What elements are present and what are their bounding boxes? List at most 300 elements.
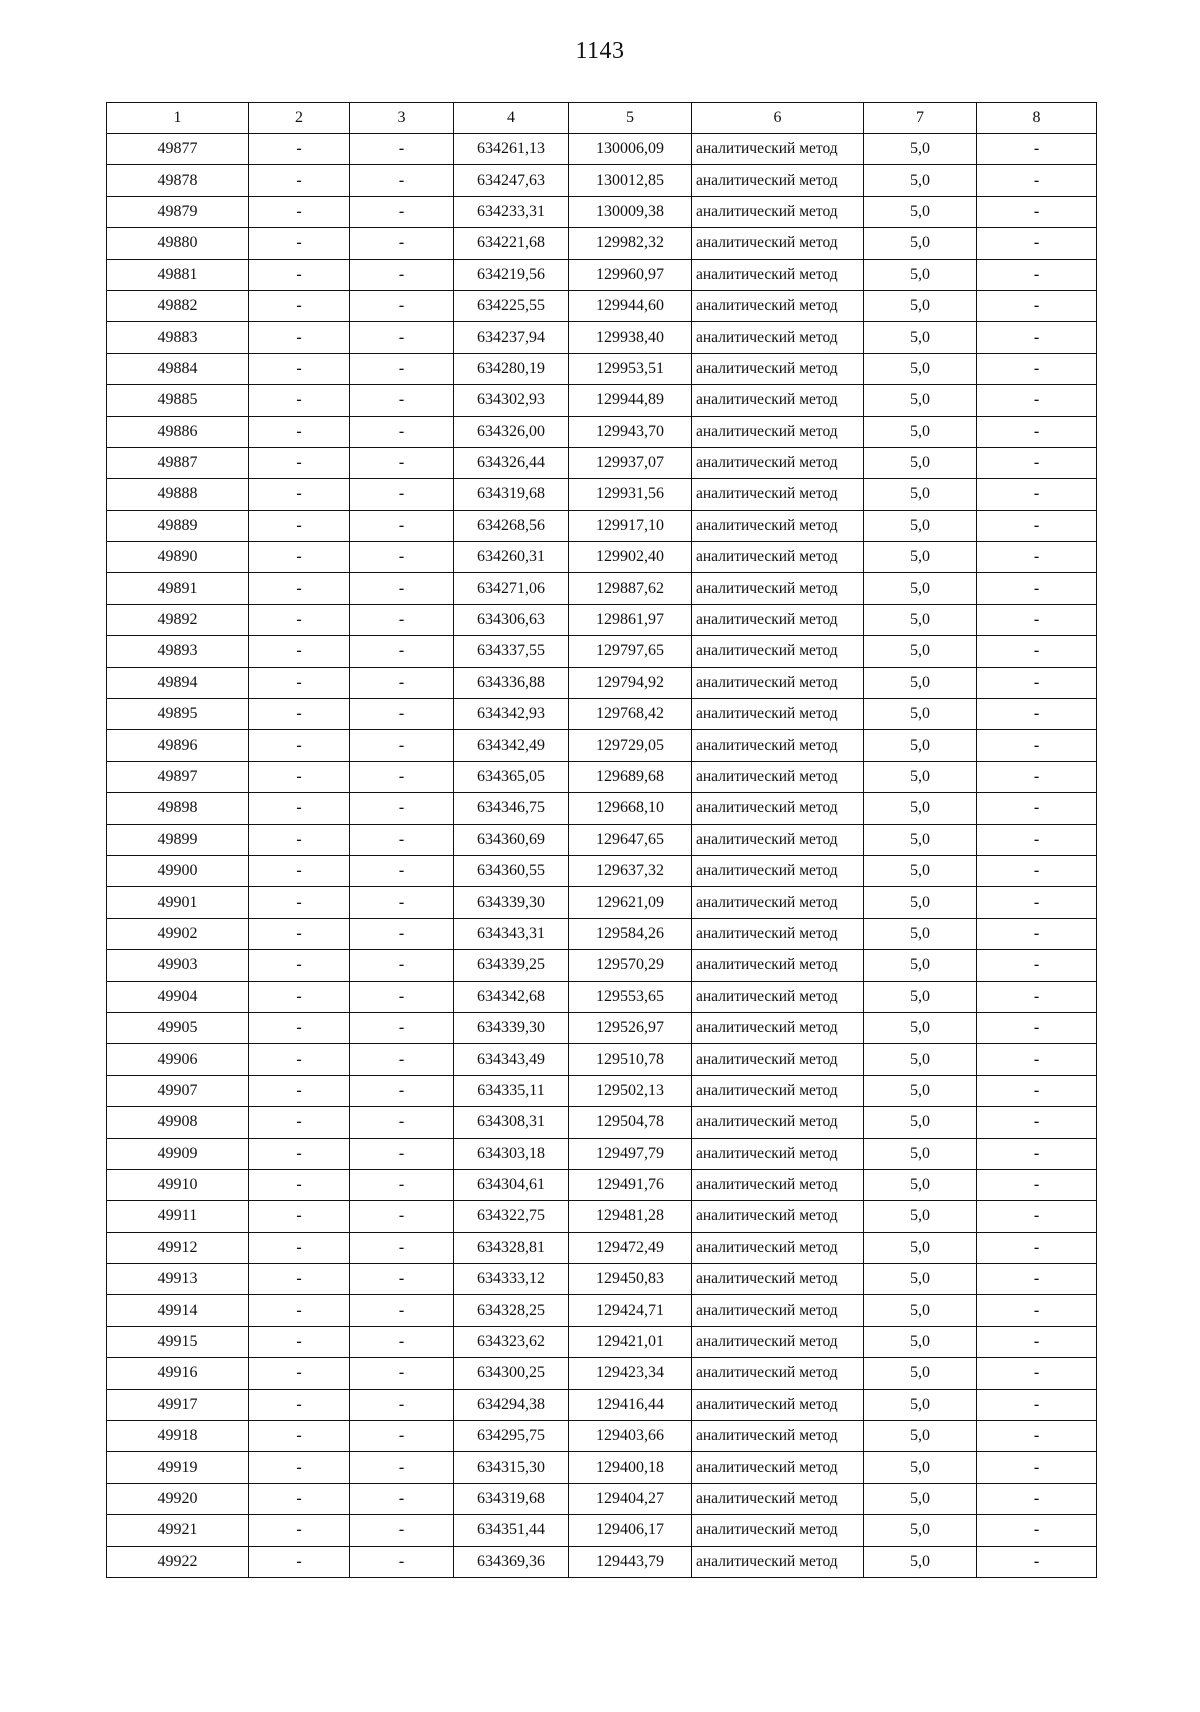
accuracy-cell: 5,0 (864, 1232, 977, 1263)
column-3-cell: - (350, 1452, 454, 1483)
method-cell: аналитический метод (692, 1389, 864, 1420)
table-header-row (107, 103, 1097, 134)
point-number-cell: 49878 (107, 165, 249, 196)
column-2-cell: - (249, 730, 350, 761)
column-8-cell: - (977, 573, 1097, 604)
x-coordinate-cell: 634261,13 (454, 134, 569, 165)
column-8-cell: - (977, 1452, 1097, 1483)
x-coordinate-cell: 634335,11 (454, 1075, 569, 1106)
accuracy-cell: 5,0 (864, 1169, 977, 1200)
column-2-cell: - (249, 165, 350, 196)
accuracy-cell: 5,0 (864, 1075, 977, 1106)
x-coordinate-cell: 634351,44 (454, 1515, 569, 1546)
table-row (107, 1295, 1097, 1326)
column-2-cell: - (249, 479, 350, 510)
y-coordinate-cell: 129481,28 (569, 1201, 692, 1232)
y-coordinate-cell: 129797,65 (569, 636, 692, 667)
y-coordinate-cell: 129768,42 (569, 699, 692, 730)
y-coordinate-cell: 129423,34 (569, 1358, 692, 1389)
column-3-cell: - (350, 416, 454, 447)
x-coordinate-cell: 634326,44 (454, 447, 569, 478)
table-row (107, 1326, 1097, 1357)
column-2-cell: - (249, 1515, 350, 1546)
y-coordinate-cell: 129421,01 (569, 1326, 692, 1357)
column-8-cell: - (977, 950, 1097, 981)
table-row (107, 1452, 1097, 1483)
column-8-cell: - (977, 1515, 1097, 1546)
column-2-cell: - (249, 1483, 350, 1514)
column-3-cell: - (350, 1012, 454, 1043)
column-8-cell: - (977, 824, 1097, 855)
table-row (107, 1358, 1097, 1389)
column-3-cell: - (350, 699, 454, 730)
x-coordinate-cell: 634328,81 (454, 1232, 569, 1263)
table-body (107, 134, 1097, 1578)
point-number-cell: 49884 (107, 353, 249, 384)
accuracy-cell: 5,0 (864, 636, 977, 667)
column-8-cell: - (977, 1358, 1097, 1389)
accuracy-cell: 5,0 (864, 918, 977, 949)
method-cell: аналитический метод (692, 165, 864, 196)
column-8-cell: - (977, 636, 1097, 667)
method-cell: аналитический метод (692, 918, 864, 949)
x-coordinate-cell: 634333,12 (454, 1264, 569, 1295)
accuracy-cell: 5,0 (864, 1483, 977, 1514)
point-number-cell: 49915 (107, 1326, 249, 1357)
column-8-cell: - (977, 228, 1097, 259)
x-coordinate-cell: 634306,63 (454, 604, 569, 635)
table-row (107, 196, 1097, 227)
method-cell: аналитический метод (692, 353, 864, 384)
table-row (107, 887, 1097, 918)
column-8-cell: - (977, 1138, 1097, 1169)
column-8-cell: - (977, 1326, 1097, 1357)
x-coordinate-cell: 634328,25 (454, 1295, 569, 1326)
column-2-cell: - (249, 1389, 350, 1420)
accuracy-cell: 5,0 (864, 793, 977, 824)
column-3-cell: - (350, 510, 454, 541)
x-coordinate-cell: 634342,93 (454, 699, 569, 730)
column-3-cell: - (350, 228, 454, 259)
x-coordinate-cell: 634346,75 (454, 793, 569, 824)
point-number-cell: 49907 (107, 1075, 249, 1106)
column-3-cell: - (350, 196, 454, 227)
method-cell: аналитический метод (692, 1044, 864, 1075)
point-number-cell: 49901 (107, 887, 249, 918)
column-8-cell: - (977, 165, 1097, 196)
column-3-cell: - (350, 1326, 454, 1357)
accuracy-cell: 5,0 (864, 1107, 977, 1138)
column-3-cell: - (350, 667, 454, 698)
column-3-cell: - (350, 824, 454, 855)
table-row (107, 636, 1097, 667)
column-8-cell: - (977, 1107, 1097, 1138)
accuracy-cell: 5,0 (864, 542, 977, 573)
column-8-cell: - (977, 290, 1097, 321)
accuracy-cell: 5,0 (864, 855, 977, 886)
y-coordinate-cell: 129861,97 (569, 604, 692, 635)
table-row (107, 228, 1097, 259)
column-2-cell: - (249, 981, 350, 1012)
column-2-cell: - (249, 1452, 350, 1483)
point-number-cell: 49910 (107, 1169, 249, 1200)
column-8-cell: - (977, 667, 1097, 698)
point-number-cell: 49898 (107, 793, 249, 824)
y-coordinate-cell: 129944,60 (569, 290, 692, 321)
column-3-cell: - (350, 1201, 454, 1232)
method-cell: аналитический метод (692, 667, 864, 698)
x-coordinate-cell: 634360,55 (454, 855, 569, 886)
table-row (107, 1012, 1097, 1043)
point-number-cell: 49892 (107, 604, 249, 635)
method-cell: аналитический метод (692, 1138, 864, 1169)
accuracy-cell: 5,0 (864, 604, 977, 635)
point-number-cell: 49912 (107, 1232, 249, 1263)
table-row (107, 981, 1097, 1012)
column-2-cell: - (249, 1075, 350, 1106)
table-row (107, 730, 1097, 761)
point-number-cell: 49897 (107, 761, 249, 792)
y-coordinate-cell: 129570,29 (569, 950, 692, 981)
table-row (107, 855, 1097, 886)
method-cell: аналитический метод (692, 887, 864, 918)
y-coordinate-cell: 129504,78 (569, 1107, 692, 1138)
table-row (107, 165, 1097, 196)
column-2-cell: - (249, 1012, 350, 1043)
column-2-cell: - (249, 385, 350, 416)
accuracy-cell: 5,0 (864, 1044, 977, 1075)
column-2-cell: - (249, 667, 350, 698)
column-2-cell: - (249, 761, 350, 792)
y-coordinate-cell: 129943,70 (569, 416, 692, 447)
column-3-cell: - (350, 636, 454, 667)
column-3-cell: - (350, 981, 454, 1012)
y-coordinate-cell: 129637,32 (569, 855, 692, 886)
y-coordinate-cell: 129938,40 (569, 322, 692, 353)
x-coordinate-cell: 634319,68 (454, 1483, 569, 1514)
column-8-cell: - (977, 1389, 1097, 1420)
column-3-cell: - (350, 887, 454, 918)
column-2-cell: - (249, 510, 350, 541)
column-2-cell: - (249, 290, 350, 321)
column-3-cell: - (350, 950, 454, 981)
method-cell: аналитический метод (692, 1075, 864, 1106)
method-cell: аналитический метод (692, 793, 864, 824)
column-3-cell: - (350, 918, 454, 949)
column-8-cell: - (977, 196, 1097, 227)
point-number-cell: 49880 (107, 228, 249, 259)
y-coordinate-cell: 129400,18 (569, 1452, 692, 1483)
table-row (107, 1201, 1097, 1232)
column-8-cell: - (977, 447, 1097, 478)
accuracy-cell: 5,0 (864, 228, 977, 259)
method-cell: аналитический метод (692, 1421, 864, 1452)
x-coordinate-cell: 634237,94 (454, 322, 569, 353)
column-8-cell: - (977, 479, 1097, 510)
accuracy-cell: 5,0 (864, 667, 977, 698)
y-coordinate-cell: 129794,92 (569, 667, 692, 698)
coordinates-table (106, 102, 1097, 1578)
column-3-cell: - (350, 479, 454, 510)
method-cell: аналитический метод (692, 1201, 864, 1232)
column-2-cell: - (249, 228, 350, 259)
column-8-cell: - (977, 1075, 1097, 1106)
column-2-cell: - (249, 1201, 350, 1232)
method-cell: аналитический метод (692, 134, 864, 165)
y-coordinate-cell: 129937,07 (569, 447, 692, 478)
column-8-cell: - (977, 855, 1097, 886)
y-coordinate-cell: 129887,62 (569, 573, 692, 604)
table-row (107, 353, 1097, 384)
table-row (107, 1483, 1097, 1514)
column-8-cell: - (977, 385, 1097, 416)
y-coordinate-cell: 129502,13 (569, 1075, 692, 1106)
column-2-cell: - (249, 1358, 350, 1389)
column-2-cell: - (249, 1546, 350, 1577)
table-row (107, 322, 1097, 353)
y-coordinate-cell: 129917,10 (569, 510, 692, 541)
y-coordinate-cell: 130009,38 (569, 196, 692, 227)
column-3-cell: - (350, 290, 454, 321)
column-header-3: 3 (350, 103, 454, 134)
column-2-cell: - (249, 699, 350, 730)
method-cell: аналитический метод (692, 1483, 864, 1514)
table-row (107, 1044, 1097, 1075)
method-cell: аналитический метод (692, 290, 864, 321)
accuracy-cell: 5,0 (864, 416, 977, 447)
point-number-cell: 49913 (107, 1264, 249, 1295)
x-coordinate-cell: 634322,75 (454, 1201, 569, 1232)
accuracy-cell: 5,0 (864, 165, 977, 196)
table-row (107, 134, 1097, 165)
column-8-cell: - (977, 416, 1097, 447)
x-coordinate-cell: 634319,68 (454, 479, 569, 510)
table-row (107, 479, 1097, 510)
accuracy-cell: 5,0 (864, 1358, 977, 1389)
y-coordinate-cell: 129424,71 (569, 1295, 692, 1326)
method-cell: аналитический метод (692, 1326, 864, 1357)
y-coordinate-cell: 129510,78 (569, 1044, 692, 1075)
x-coordinate-cell: 634271,06 (454, 573, 569, 604)
table-row (107, 1546, 1097, 1577)
accuracy-cell: 5,0 (864, 950, 977, 981)
column-3-cell: - (350, 604, 454, 635)
y-coordinate-cell: 129982,32 (569, 228, 692, 259)
point-number-cell: 49908 (107, 1107, 249, 1138)
column-2-cell: - (249, 1295, 350, 1326)
y-coordinate-cell: 130006,09 (569, 134, 692, 165)
column-8-cell: - (977, 1483, 1097, 1514)
x-coordinate-cell: 634280,19 (454, 353, 569, 384)
column-8-cell: - (977, 918, 1097, 949)
y-coordinate-cell: 129472,49 (569, 1232, 692, 1263)
table-row (107, 1075, 1097, 1106)
point-number-cell: 49891 (107, 573, 249, 604)
column-8-cell: - (977, 1264, 1097, 1295)
method-cell: аналитический метод (692, 228, 864, 259)
column-8-cell: - (977, 699, 1097, 730)
y-coordinate-cell: 129497,79 (569, 1138, 692, 1169)
y-coordinate-cell: 129443,79 (569, 1546, 692, 1577)
column-8-cell: - (977, 1295, 1097, 1326)
column-3-cell: - (350, 1515, 454, 1546)
column-8-cell: - (977, 510, 1097, 541)
method-cell: аналитический метод (692, 196, 864, 227)
column-2-cell: - (249, 196, 350, 227)
table-row (107, 699, 1097, 730)
y-coordinate-cell: 129944,89 (569, 385, 692, 416)
method-cell: аналитический метод (692, 1232, 864, 1263)
column-3-cell: - (350, 134, 454, 165)
point-number-cell: 49911 (107, 1201, 249, 1232)
x-coordinate-cell: 634294,38 (454, 1389, 569, 1420)
column-8-cell: - (977, 1012, 1097, 1043)
table-row (107, 1264, 1097, 1295)
accuracy-cell: 5,0 (864, 887, 977, 918)
table-row (107, 573, 1097, 604)
point-number-cell: 49920 (107, 1483, 249, 1514)
method-cell: аналитический метод (692, 573, 864, 604)
table-row (107, 1232, 1097, 1263)
table-row (107, 290, 1097, 321)
method-cell: аналитический метод (692, 510, 864, 541)
table-row (107, 604, 1097, 635)
column-3-cell: - (350, 353, 454, 384)
y-coordinate-cell: 129403,66 (569, 1421, 692, 1452)
column-header-1: 1 (107, 103, 249, 134)
point-number-cell: 49914 (107, 1295, 249, 1326)
table-row (107, 259, 1097, 290)
table-row (107, 416, 1097, 447)
column-3-cell: - (350, 730, 454, 761)
table-row (107, 1107, 1097, 1138)
y-coordinate-cell: 129406,17 (569, 1515, 692, 1546)
method-cell: аналитический метод (692, 699, 864, 730)
table-row (107, 1389, 1097, 1420)
method-cell: аналитический метод (692, 416, 864, 447)
point-number-cell: 49882 (107, 290, 249, 321)
column-3-cell: - (350, 1358, 454, 1389)
x-coordinate-cell: 634268,56 (454, 510, 569, 541)
x-coordinate-cell: 634300,25 (454, 1358, 569, 1389)
accuracy-cell: 5,0 (864, 385, 977, 416)
method-cell: аналитический метод (692, 730, 864, 761)
x-coordinate-cell: 634304,61 (454, 1169, 569, 1200)
accuracy-cell: 5,0 (864, 259, 977, 290)
column-3-cell: - (350, 1138, 454, 1169)
x-coordinate-cell: 634339,25 (454, 950, 569, 981)
point-number-cell: 49922 (107, 1546, 249, 1577)
column-3-cell: - (350, 1546, 454, 1577)
accuracy-cell: 5,0 (864, 761, 977, 792)
column-2-cell: - (249, 1264, 350, 1295)
column-8-cell: - (977, 1044, 1097, 1075)
method-cell: аналитический метод (692, 981, 864, 1012)
column-2-cell: - (249, 1326, 350, 1357)
column-header-6: 6 (692, 103, 864, 134)
column-2-cell: - (249, 1107, 350, 1138)
column-3-cell: - (350, 1264, 454, 1295)
x-coordinate-cell: 634225,55 (454, 290, 569, 321)
column-8-cell: - (977, 887, 1097, 918)
method-cell: аналитический метод (692, 636, 864, 667)
x-coordinate-cell: 634260,31 (454, 542, 569, 573)
y-coordinate-cell: 129553,65 (569, 981, 692, 1012)
column-header-7: 7 (864, 103, 977, 134)
x-coordinate-cell: 634219,56 (454, 259, 569, 290)
column-2-cell: - (249, 353, 350, 384)
accuracy-cell: 5,0 (864, 322, 977, 353)
page-number: 1143 (575, 38, 625, 64)
column-2-cell: - (249, 573, 350, 604)
table-row (107, 918, 1097, 949)
table-row (107, 950, 1097, 981)
y-coordinate-cell: 129404,27 (569, 1483, 692, 1514)
column-3-cell: - (350, 573, 454, 604)
point-number-cell: 49877 (107, 134, 249, 165)
x-coordinate-cell: 634295,75 (454, 1421, 569, 1452)
point-number-cell: 49905 (107, 1012, 249, 1043)
method-cell: аналитический метод (692, 542, 864, 573)
y-coordinate-cell: 129953,51 (569, 353, 692, 384)
method-cell: аналитический метод (692, 1358, 864, 1389)
accuracy-cell: 5,0 (864, 447, 977, 478)
y-coordinate-cell: 129647,65 (569, 824, 692, 855)
y-coordinate-cell: 129668,10 (569, 793, 692, 824)
column-2-cell: - (249, 322, 350, 353)
accuracy-cell: 5,0 (864, 134, 977, 165)
accuracy-cell: 5,0 (864, 353, 977, 384)
x-coordinate-cell: 634369,36 (454, 1546, 569, 1577)
column-3-cell: - (350, 447, 454, 478)
table-row (107, 1515, 1097, 1546)
column-header-5: 5 (569, 103, 692, 134)
table-row (107, 385, 1097, 416)
y-coordinate-cell: 129621,09 (569, 887, 692, 918)
y-coordinate-cell: 129960,97 (569, 259, 692, 290)
accuracy-cell: 5,0 (864, 1138, 977, 1169)
column-8-cell: - (977, 322, 1097, 353)
method-cell: аналитический метод (692, 259, 864, 290)
point-number-cell: 49906 (107, 1044, 249, 1075)
table-row (107, 510, 1097, 541)
method-cell: аналитический метод (692, 385, 864, 416)
table-row (107, 542, 1097, 573)
point-number-cell: 49879 (107, 196, 249, 227)
method-cell: аналитический метод (692, 1169, 864, 1200)
column-3-cell: - (350, 1169, 454, 1200)
column-8-cell: - (977, 604, 1097, 635)
column-3-cell: - (350, 855, 454, 886)
point-number-cell: 49916 (107, 1358, 249, 1389)
point-number-cell: 49904 (107, 981, 249, 1012)
x-coordinate-cell: 634360,69 (454, 824, 569, 855)
column-3-cell: - (350, 385, 454, 416)
column-2-cell: - (249, 793, 350, 824)
accuracy-cell: 5,0 (864, 510, 977, 541)
y-coordinate-cell: 129931,56 (569, 479, 692, 510)
x-coordinate-cell: 634337,55 (454, 636, 569, 667)
column-3-cell: - (350, 1483, 454, 1514)
accuracy-cell: 5,0 (864, 573, 977, 604)
point-number-cell: 49902 (107, 918, 249, 949)
x-coordinate-cell: 634308,31 (454, 1107, 569, 1138)
column-2-cell: - (249, 134, 350, 165)
accuracy-cell: 5,0 (864, 824, 977, 855)
point-number-cell: 49895 (107, 699, 249, 730)
point-number-cell: 49917 (107, 1389, 249, 1420)
column-2-cell: - (249, 918, 350, 949)
